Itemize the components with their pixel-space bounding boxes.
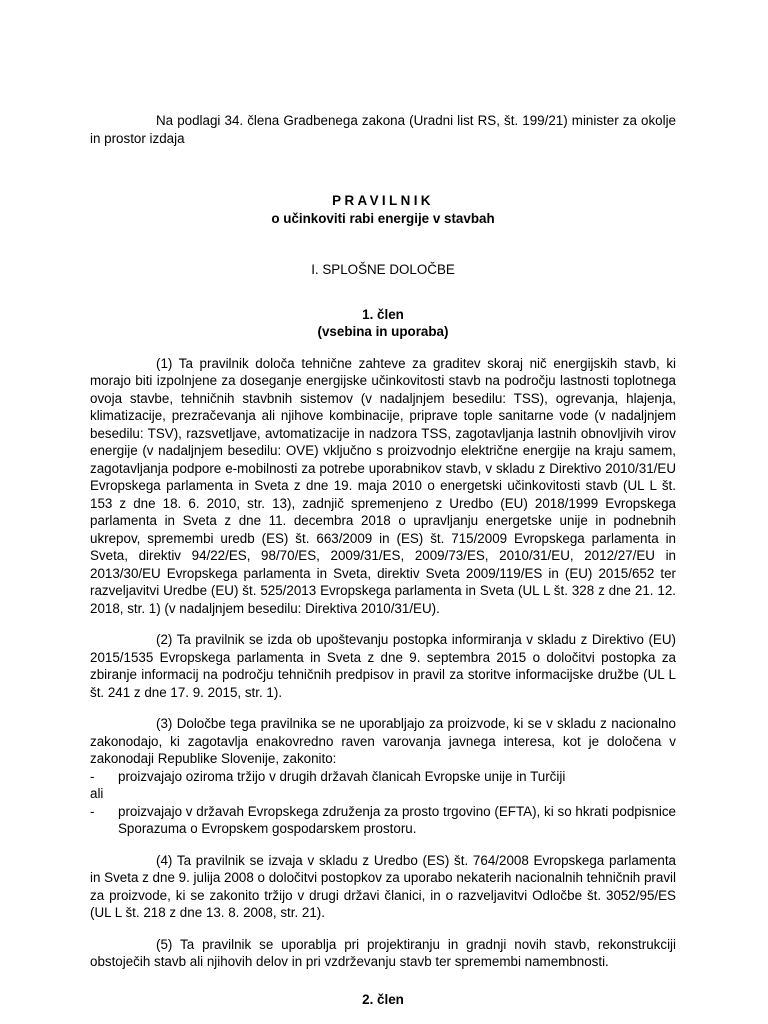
article-1-paragraph-2: (2) Ta pravilnik se izda ob upoštevanju postopka informiranja v skladu z Direktivo (EU) 2015/1535 Evropskega parlamenta in Sveta z dne 9. septembra 2015 o določitvi postopka za zbiranje informacij na področju tehničnih predpisov in pravil za storitve informacijske družbe (UL L št. 241 z dne 17. 9. 2015, str. 1).	[90, 632, 676, 700]
article-1-number: 1. člen	[362, 306, 404, 322]
list-connector: ali	[90, 786, 104, 801]
list-item	[90, 768, 676, 786]
article-1-paragraph-1: (1) Ta pravilnik določa tehnične zahteve za graditev skoraj nič energijskih stavb, ki morajo biti izpolnjene za doseganje energijske učinkovitosti stavb na področju lastnosti toplotnega ovoja stavbe, tehničnih stavbnih sistemov (v nadaljnjem besedilu: TSS), ogrevanja, hlajenja, klimatizacije, prezračevanja ali njihove kombinacije, priprave tople sanitarne vode (v nadaljnjem besedilu: TSV), razsvetljave, avtomatizacije in nadzora TSS, zagotavljanja lastnih obnovljivih virov energije (v nadaljnjem besedilu: OVE) vključno s proizvodnjo električne energije na kraju samem, zagotavljanja podpore e-mobilnosti za potrebe uporabnikov stavb, v skladu z Direktivo 2010/31/EU Evropskega parlamenta in Sveta z dne 19. maja 2010 o energetski učinkovitosti stavb (UL L št. 153 z dne 18. 6. 2010, str. 13), zadnjič spremenjeno z Uredbo (EU) 2018/1999 Evropskega parlamenta in Sveta z dne 11. decembra 2018 o upravljanju energetske unije in podnebnih ukrepov, spremembi uredb (ES) št. 663/2009 in (ES) št. 715/2009 Evropskega parlamenta in Sveta, direktiv 94/22/ES, 98/70/ES, 2009/31/ES, 2009/73/ES, 2010/31/EU, 2012/27/EU in 2013/30/EU Evropskega parlamenta in Sveta, direktiv Sveta 2009/119/ES in (EU) 2015/652 ter razveljavitvi Uredbe (EU) št. 525/2013 Evropskega parlamenta in Sveta (UL L št. 328 z dne 21. 12. 2018, str. 1) (v nadaljnjem besedilu: Direktiva 2010/31/EU).	[90, 355, 676, 616]
document-title: PRAVILNIK	[332, 193, 434, 208]
article-1-heading: (vsebina in uporaba)	[317, 324, 449, 339]
list-item-text: proizvajajo oziroma tržijo v drugih državah članicah Evropske unije in Turčiji	[118, 768, 566, 784]
section-heading: I. SPLOŠNE DOLOČBE	[311, 262, 455, 277]
list-dash: -	[90, 768, 95, 784]
list-item	[90, 803, 676, 838]
article-1-paragraph-3: (3) Določbe tega pravilnika se ne uporabljajo za proizvode, ki se v skladu z nacionalno zakonodajo, ki zagotavlja enakovredno raven varovanja javnega interesa, kot je določena v zakonodaji Republike Slovenije, zakonito:	[90, 716, 676, 766]
document-subtitle: o učinkoviti rabi energije v stavbah	[271, 210, 495, 226]
article-1-paragraph-4: (4) Ta pravilnik se izvaja v skladu z Uredbo (ES) št. 764/2008 Evropskega parlamenta in Sveta z dne 9. julija 2008 o določitvi postopkov za uporabo nekaterih nacionalnih tehničnih pravil za proizvode, ki se zakonito tržijo v drugi državi članici, in o razveljavitvi Odločbe št. 3052/95/ES (UL L št. 218 z dne 13. 8. 2008, str. 21).	[90, 852, 676, 920]
list-dash: -	[90, 803, 95, 819]
article-2-number: 2. člen	[362, 991, 404, 1007]
article-1-paragraph-5: (5) Ta pravilnik se uporablja pri projektiranju in gradnji novih stavb, rekonstrukciji obstoječih stavb ali njihovih delov in pri vzdrževanju stavb ter spremembi namembnosti.	[90, 936, 676, 969]
list-item-text: proizvajajo v državah Evropskega združenja za prosto trgovino (EFTA), ki so hkrati podpisnice Sporazuma o Evropskem gospodarskem prostoru.	[118, 803, 676, 836]
document-body	[90, 112, 676, 1008]
preamble: Na podlagi 34. člena Gradbenega zakona (Uradni list RS, št. 199/21) minister za okolje in prostor izdaja	[90, 113, 676, 146]
